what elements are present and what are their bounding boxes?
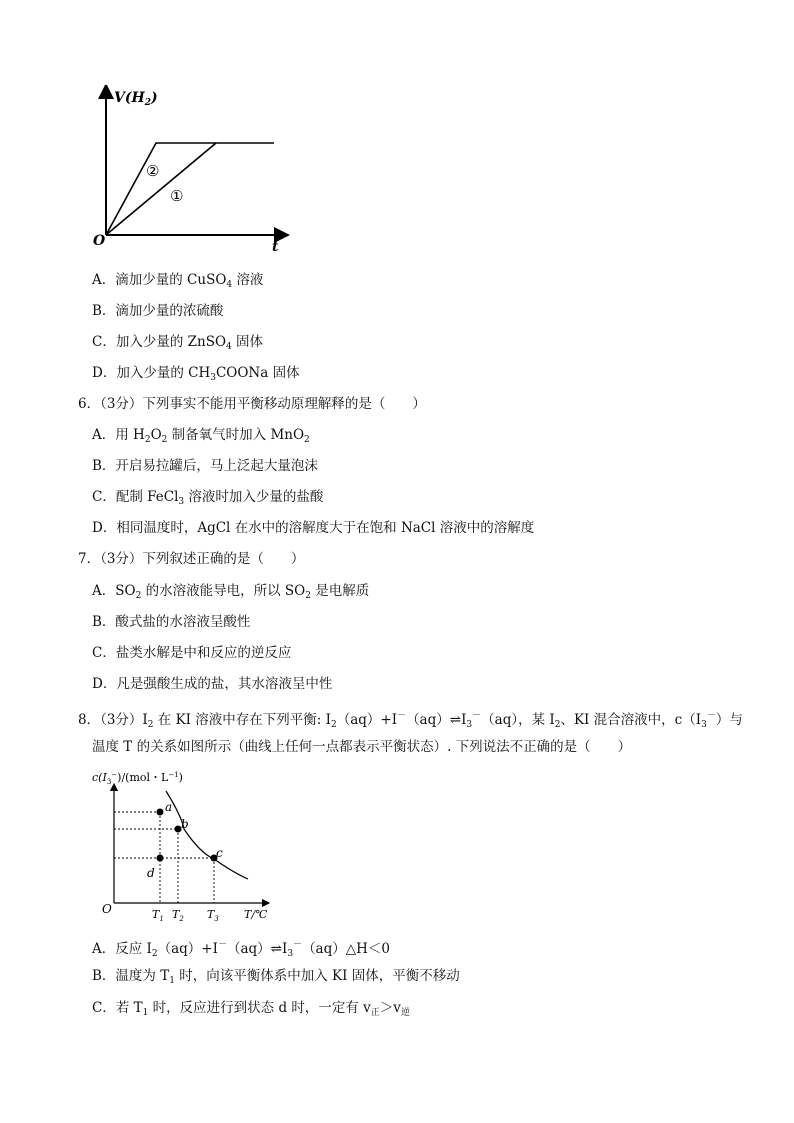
curve-1-label: ①	[170, 187, 184, 205]
q5-option-d: D．加入少量的 $CH_3COONa$ 固体	[92, 365, 300, 383]
q8-option-a: A．反应 $I_2(aq)+I^-(aq)\rightleftharpoons I_3^-(aq)\triangle H<0$	[92, 940, 390, 959]
q7-option-b: B．酸式盐的水溶液呈酸性	[92, 614, 251, 630]
concentration-temperature-graph	[88, 765, 288, 925]
q6-option-a: A．用 $H_2O_2$ 制备氧气时加入 MnO$_2$	[92, 427, 310, 445]
q8-option-c: C．若 $T_1$ 时，反应进行到状态 d 时，一定有 $v_正>v_逆$	[92, 1000, 410, 1018]
fig1-origin: O	[93, 233, 106, 249]
q7-option-c: C．盐类水解是中和反应的逆反应	[92, 645, 292, 661]
q6-option-b: B．开启易拉罐后，马上泛起大量泡沫	[92, 458, 318, 474]
curve-1	[106, 143, 216, 235]
q7-option-d: D．凡是强酸生成的盐，其水溶液呈中性	[92, 676, 333, 692]
curve-2-label: ②	[146, 162, 160, 180]
fig2-x-label: T/℃	[244, 908, 268, 921]
fig2-y-label: $c(I_3^-)/(mol$・$L^{-1}$)	[92, 771, 183, 786]
q8-option-b: B．温度为 $T_1$ 时，向该平衡体系中加入 KI 固体，平衡不移动	[92, 968, 460, 986]
fig1-y-label: $V(H_2)$	[114, 90, 158, 108]
question-7-stem: 7．（3分）下列叙述正确的是（ ）	[78, 551, 305, 567]
tick-T2: $T_2$	[172, 908, 184, 923]
label-a: a	[165, 800, 173, 814]
q5-option-c: C．加入少量的 ZnSO$_4$ 固体	[92, 334, 264, 352]
tick-T1: $T_1$	[152, 908, 164, 923]
question-8-stem: 8．（3分）$I_2$ 在 KI 溶液中存在下列平衡: $I_2(aq)+I^-(aq)\rightleftharpoons I_3^-(aq)$，某 $I_2$、KI 混合溶液中，$c(I_3^-)$与	[78, 711, 743, 730]
point-a	[157, 809, 164, 816]
tick-T3: $T_3$	[207, 908, 219, 923]
fig1-x-label: t	[272, 239, 279, 255]
point-d	[157, 855, 164, 862]
q6-option-c: C．配制 FeCl$_3$ 溶液时加入少量的盐酸	[92, 489, 324, 507]
q7-option-a: A．$SO_2$ 的水溶液能导电，所以 $SO_2$ 是电解质	[92, 583, 370, 601]
guide-lines	[114, 812, 214, 903]
label-c: c	[216, 846, 223, 860]
label-b: b	[181, 817, 189, 831]
q5-option-a: A．滴加少量的 CuSO$_4$ 溶液	[92, 272, 264, 290]
q6-option-d: D．相同温度时，AgCl 在水中的溶解度大于在饱和 NaCl 溶液中的溶解度	[92, 520, 535, 536]
curve-2	[106, 143, 274, 235]
question-8-stem-line2: 温度 T 的关系如图所示（曲线上任何一点都表示平衡状态）. 下列说法不正确的是（ ）	[92, 739, 632, 755]
hydrogen-volume-graph	[90, 85, 310, 260]
fig2-origin: O	[102, 902, 112, 916]
label-d: d	[147, 866, 155, 880]
question-6-stem: 6．（3分）下列事实不能用平衡移动原理解释的是（ ）	[78, 396, 426, 412]
q5-option-b: B．滴加少量的浓硫酸	[92, 303, 224, 319]
